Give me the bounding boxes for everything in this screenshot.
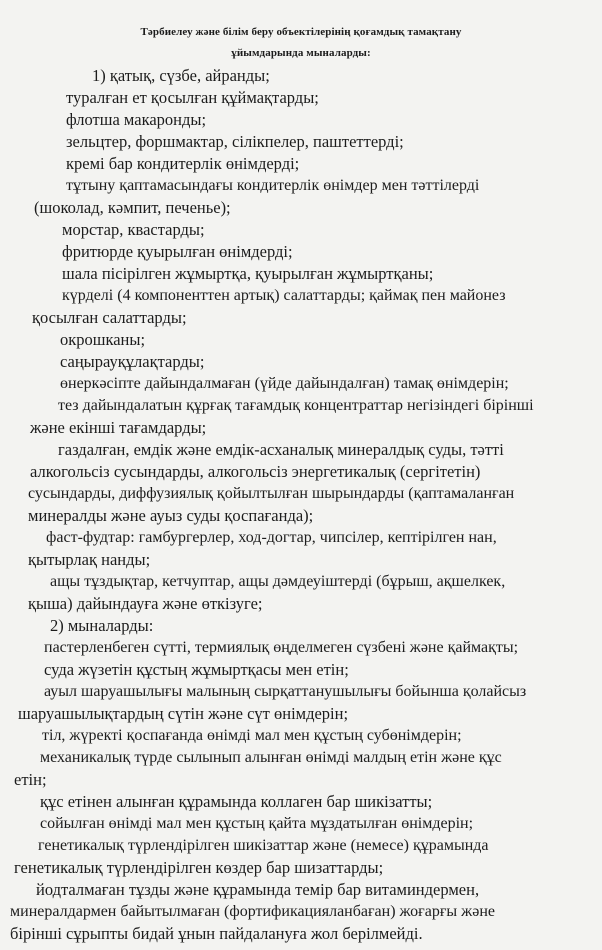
text-line: күрделі (4 компоненттен артық) салаттарды; қаймақ пен майонез: [62, 287, 506, 304]
text-line: суда жүзетін құстың жұмыртқасы мен етін;: [44, 660, 349, 679]
text-line: алкогольсіз сусындарды, алкогольсіз энергетикалық (сергітетін): [30, 462, 481, 481]
text-line: минералдармен байытылмаған (фортификацияланбаған) жоғарғы және: [10, 903, 495, 920]
text-line: флотша макаронды;: [66, 110, 207, 129]
text-line: қытырлақ нанды;: [28, 550, 151, 569]
text-line: шала пісірілген жұмыртқа, қуырылған жұмыртқаны;: [62, 264, 434, 283]
text-line: минералды және ауыз суды қоспағанда);: [28, 506, 314, 525]
text-line: генетикалық түрлендірілген көздер бар шизаттарды;: [14, 858, 384, 877]
text-line: зельцтер, форшмактар, сілікпелер, паштеттерді;: [66, 132, 404, 151]
text-line: тез дайындалатын құрғақ тағамдық концентраттар негізіндегі бірінші: [58, 397, 534, 414]
text-line: генетикалық түрлендірілген шикізаттар және (немесе) құрамында: [38, 837, 489, 854]
text-line: (шоколад, кәмпит, печенье);: [34, 198, 231, 217]
text-line: өнеркәсіпте дайындалмаған (үйде дайындалған) тамақ өнімдерін;: [60, 375, 509, 392]
text-line: окрошканы;: [60, 330, 146, 349]
document-title-line-2: ұйымдарында мыналарды:: [231, 47, 371, 59]
text-line: сусындарды, диффузиялық қойылтылған шырындарды (қаптамаланған: [28, 485, 515, 502]
text-line: йодталмаған тұзды және құрамында темір бар витаминдермен,: [36, 880, 480, 899]
text-line: 2) мыналарды:: [50, 616, 154, 635]
text-line: қыша) дайындауға және өткізуге;: [28, 594, 263, 613]
text-line: шаруашылықтардың сүтін және сүт өнімдерін;: [18, 704, 349, 723]
text-line: ауыл шаруашылығы малының сырқаттанушылығы бойынша қолайсыз: [44, 683, 527, 700]
text-line: сойылған өнімді мал мен құстың қайта мұздатылған өнімдерін;: [40, 815, 474, 832]
text-line: пастерленбеген сүтті, термиялық өңделмеген сүзбені және қаймақты;: [44, 639, 519, 656]
document-title-line-1: Тәрбиелеу және білім беру объектілерінің қоғамдық тамақтану: [140, 26, 462, 38]
text-line: ащы тұздықтар, кетчуптар, ащы дәмдеуіштерді (бұрыш, ақшелкек,: [50, 573, 506, 590]
text-line: етін;: [14, 770, 47, 789]
text-line: 1) қатық, сүзбе, айранды;: [92, 66, 270, 85]
text-line: саңырауқұлақтарды;: [60, 352, 205, 371]
text-line: туралған ет қосылған құймақтарды;: [66, 88, 319, 107]
text-line: морстар, квастарды;: [62, 220, 205, 239]
text-line: құс етінен алынған құрамында коллаген бар шикізатты;: [40, 792, 433, 811]
text-line: кремі бар кондитерлік өнімдерді;: [66, 154, 300, 173]
text-line: тіл, жүректі қоспағанда өнімді мал мен құстың субөнімдерін;: [42, 727, 462, 744]
text-line: бірінші сұрыпты бидай ұнын пайдалануға жол берілмейді.: [10, 924, 423, 943]
text-line: қосылған салаттарды;: [32, 308, 187, 327]
text-line: фаст-фудтар: гамбургерлер, ход-догтар, чипсілер, кептірілген нан,: [46, 529, 497, 546]
text-line: фритюрде қуырылған өнімдерді;: [62, 242, 293, 261]
text-line: және екінші тағамдарды;: [30, 418, 207, 437]
text-line: тұтыну қаптамасындағы кондитерлік өнімдер мен тәттілерді: [66, 177, 480, 194]
text-line: газдалған, емдік және емдік-асханалық минералдық суды, тәтті: [58, 440, 504, 459]
text-line: механикалық түрде сылынып алынған өнімді малдың етін және құс: [40, 749, 502, 766]
